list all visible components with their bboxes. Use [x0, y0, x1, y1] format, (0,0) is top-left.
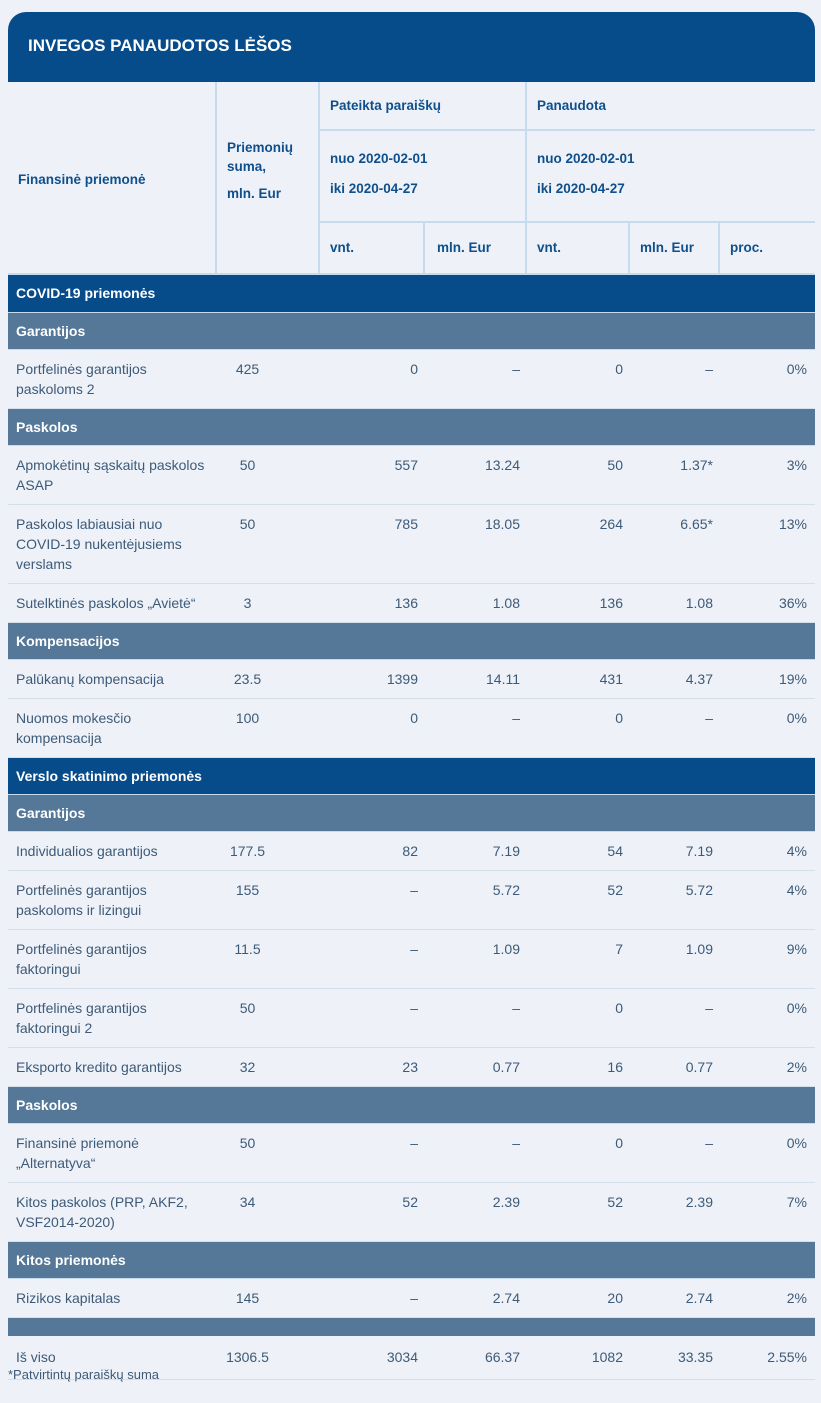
header-used-mln: mln. Eur — [629, 222, 719, 274]
total-sum: 1306.5 — [216, 1336, 319, 1380]
used-units: 136 — [526, 583, 629, 622]
instrument-name: Portfelinės garantijos faktoringui 2 — [8, 988, 216, 1047]
submitted-units: 1399 — [319, 659, 424, 698]
used-mln: – — [629, 698, 719, 757]
section-title: Verslo skatinimo priemonės — [8, 757, 815, 794]
submitted-mln: 14.11 — [424, 659, 526, 698]
submitted-mln: – — [424, 698, 526, 757]
header-sum-line2: mln. Eur — [227, 186, 282, 201]
group-title: Kompensacijos — [8, 622, 815, 659]
used-mln: – — [629, 1123, 719, 1182]
used-pct: 2% — [719, 1047, 815, 1086]
group-title: Paskolos — [8, 408, 815, 445]
submitted-units: 785 — [319, 504, 424, 583]
header-pct: proc. — [719, 222, 815, 274]
total-label: Iš viso — [8, 1336, 216, 1380]
instrument-name: Portfelinės garantijos paskoloms 2 — [8, 349, 216, 408]
instrument-sum: 145 — [216, 1278, 319, 1317]
section-title: COVID-19 priemonės — [8, 275, 815, 312]
instrument-sum: 3 — [216, 583, 319, 622]
submitted-units: 0 — [319, 698, 424, 757]
submitted-units: – — [319, 870, 424, 929]
instrument-sum: 23.5 — [216, 659, 319, 698]
table-row — [8, 349, 815, 408]
group-title: Kitos priemonės — [8, 1241, 815, 1278]
used-units: 0 — [526, 349, 629, 408]
table-row — [8, 1047, 815, 1086]
instrument-name: Eksporto kredito garantijos — [8, 1047, 216, 1086]
used-mln: 4.37 — [629, 659, 719, 698]
submitted-units: 23 — [319, 1047, 424, 1086]
table-row — [8, 698, 815, 757]
table-header — [8, 82, 815, 275]
used-pct: 19% — [719, 659, 815, 698]
table-row — [8, 831, 815, 870]
header-submitted-period — [319, 130, 526, 222]
used-pct: 7% — [719, 1182, 815, 1241]
header-used-units: vnt. — [526, 222, 629, 274]
instrument-sum: 32 — [216, 1047, 319, 1086]
group-header — [8, 794, 815, 831]
used-pct: 2% — [719, 1278, 815, 1317]
instrument-sum: 50 — [216, 445, 319, 504]
used-units: 50 — [526, 445, 629, 504]
used-pct: 13% — [719, 504, 815, 583]
submitted-mln: 5.72 — [424, 870, 526, 929]
submitted-mln: 2.39 — [424, 1182, 526, 1241]
used-pct: 4% — [719, 870, 815, 929]
submitted-mln: 1.08 — [424, 583, 526, 622]
footnote: *Patvirtintų paraiškų suma — [8, 1367, 160, 1382]
header-used-period — [526, 130, 815, 222]
used-mln: 1.09 — [629, 929, 719, 988]
submitted-units: – — [319, 1278, 424, 1317]
used-units: 0 — [526, 698, 629, 757]
instrument-name: Nuomos mokesčio kompensacija — [8, 698, 216, 757]
instrument-name: Portfelinės garantijos faktoringui — [8, 929, 216, 988]
header-sum-line1: Priemonių suma, — [227, 140, 294, 174]
header-submitted-mln: mln. Eur — [424, 222, 526, 274]
header-used-to: iki 2020-04-27 — [537, 181, 625, 196]
used-mln: 7.19 — [629, 831, 719, 870]
header-submitted-units: vnt. — [319, 222, 424, 274]
table-row — [8, 1182, 815, 1241]
instrument-name: Kitos paskolos (PRP, AKF2, VSF2014-2020) — [8, 1182, 216, 1241]
instrument-sum: 11.5 — [216, 929, 319, 988]
used-mln: 2.39 — [629, 1182, 719, 1241]
total-divider — [8, 1317, 815, 1336]
table-row — [8, 1278, 815, 1317]
used-units: 0 — [526, 988, 629, 1047]
group-header — [8, 408, 815, 445]
table-row — [8, 870, 815, 929]
table-body — [8, 275, 815, 1379]
table-row — [8, 659, 815, 698]
submitted-units: 557 — [319, 445, 424, 504]
submitted-units: – — [319, 929, 424, 988]
table-row — [8, 445, 815, 504]
submitted-units: 136 — [319, 583, 424, 622]
table-row — [8, 504, 815, 583]
instrument-sum: 34 — [216, 1182, 319, 1241]
used-pct: 0% — [719, 349, 815, 408]
used-units: 0 — [526, 1123, 629, 1182]
funds-card — [8, 12, 815, 1380]
total-pct: 2.55% — [719, 1336, 815, 1380]
used-pct: 0% — [719, 698, 815, 757]
used-units: 54 — [526, 831, 629, 870]
submitted-mln: 0.77 — [424, 1047, 526, 1086]
table-row — [8, 583, 815, 622]
used-units: 431 — [526, 659, 629, 698]
submitted-units: 52 — [319, 1182, 424, 1241]
submitted-mln: 13.24 — [424, 445, 526, 504]
used-pct: 0% — [719, 988, 815, 1047]
funds-table — [8, 82, 815, 1380]
group-header — [8, 1086, 815, 1123]
instrument-name: Finansinė priemonė „Alternatyva“ — [8, 1123, 216, 1182]
instrument-name: Palūkanų kompensacija — [8, 659, 216, 698]
used-mln: 0.77 — [629, 1047, 719, 1086]
submitted-units: 0 — [319, 349, 424, 408]
used-mln: 5.72 — [629, 870, 719, 929]
instrument-name: Sutelktinės paskolos „Avietė“ — [8, 583, 216, 622]
instrument-name: Paskolos labiausiai nuo COVID-19 nukentėjusiems verslams — [8, 504, 216, 583]
used-mln: – — [629, 988, 719, 1047]
used-units: 16 — [526, 1047, 629, 1086]
instrument-sum: 177.5 — [216, 831, 319, 870]
submitted-units: 82 — [319, 831, 424, 870]
submitted-units: – — [319, 1123, 424, 1182]
table-row — [8, 929, 815, 988]
used-mln: – — [629, 349, 719, 408]
group-title: Garantijos — [8, 312, 815, 349]
section-header — [8, 275, 815, 312]
submitted-mln: 18.05 — [424, 504, 526, 583]
used-pct: 3% — [719, 445, 815, 504]
instrument-sum: 50 — [216, 504, 319, 583]
group-header — [8, 622, 815, 659]
instrument-sum: 50 — [216, 988, 319, 1047]
instrument-name: Apmokėtinų sąskaitų paskolos ASAP — [8, 445, 216, 504]
submitted-mln: – — [424, 1123, 526, 1182]
instrument-sum: 50 — [216, 1123, 319, 1182]
header-used: Panaudota — [526, 82, 815, 130]
table-row — [8, 1123, 815, 1182]
used-units: 7 — [526, 929, 629, 988]
submitted-units: – — [319, 988, 424, 1047]
submitted-mln: 1.09 — [424, 929, 526, 988]
total-used-units: 1082 — [526, 1336, 629, 1380]
used-pct: 36% — [719, 583, 815, 622]
submitted-mln: 2.74 — [424, 1278, 526, 1317]
table-title: INVEGOS PANAUDOTOS LĖŠOS — [8, 12, 815, 82]
instrument-name: Individualios garantijos — [8, 831, 216, 870]
used-mln: 2.74 — [629, 1278, 719, 1317]
submitted-mln: – — [424, 349, 526, 408]
used-mln: 6.65* — [629, 504, 719, 583]
group-title: Garantijos — [8, 794, 815, 831]
total-submitted-mln: 66.37 — [424, 1336, 526, 1380]
section-header — [8, 757, 815, 794]
used-units: 20 — [526, 1278, 629, 1317]
submitted-mln: – — [424, 988, 526, 1047]
instrument-sum: 155 — [216, 870, 319, 929]
submitted-mln: 7.19 — [424, 831, 526, 870]
header-sum — [216, 82, 319, 274]
instrument-name: Rizikos kapitalas — [8, 1278, 216, 1317]
group-header — [8, 312, 815, 349]
instrument-sum: 425 — [216, 349, 319, 408]
header-submitted: Pateikta paraiškų — [319, 82, 526, 130]
total-submitted-units: 3034 — [319, 1336, 424, 1380]
instrument-name: Portfelinės garantijos paskoloms ir lizingui — [8, 870, 216, 929]
used-pct: 4% — [719, 831, 815, 870]
table-row — [8, 988, 815, 1047]
header-submitted-to: iki 2020-04-27 — [330, 181, 418, 196]
header-used-from: nuo 2020-02-01 — [537, 151, 635, 166]
header-instrument: Finansinė priemonė — [18, 172, 146, 187]
used-mln: 1.37* — [629, 445, 719, 504]
group-header — [8, 1241, 815, 1278]
group-title: Paskolos — [8, 1086, 815, 1123]
used-mln: 1.08 — [629, 583, 719, 622]
total-used-mln: 33.35 — [629, 1336, 719, 1380]
used-pct: 0% — [719, 1123, 815, 1182]
header-submitted-from: nuo 2020-02-01 — [330, 151, 428, 166]
instrument-sum: 100 — [216, 698, 319, 757]
used-units: 52 — [526, 870, 629, 929]
used-units: 264 — [526, 504, 629, 583]
used-units: 52 — [526, 1182, 629, 1241]
used-pct: 9% — [719, 929, 815, 988]
